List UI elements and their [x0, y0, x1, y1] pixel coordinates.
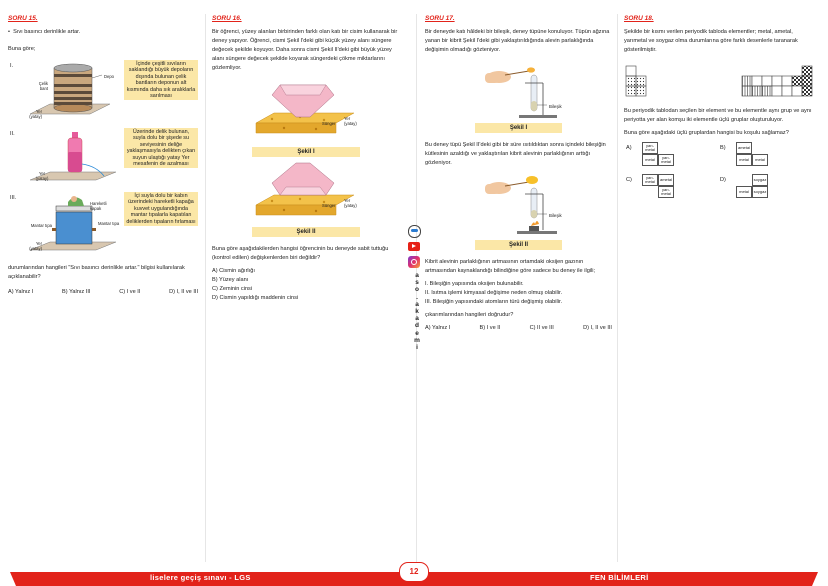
brand-letter: k — [415, 308, 419, 316]
sponge-figure-2 — [250, 161, 360, 219]
label-yer: Yer (yatay) — [344, 198, 357, 208]
item-1 — [8, 60, 198, 126]
option-d[interactable]: D) I, II ve III — [169, 289, 198, 295]
cell-metal: metal — [736, 186, 752, 198]
footer-exam-name: liselere geçiş sınavı - LGS — [150, 573, 251, 582]
figure-2-caption: Şekil II — [475, 240, 562, 250]
option-a[interactable]: A) Cismin ağırlığı — [212, 268, 255, 274]
question-text-3: Kibrit alevinin parlaklığının artmasının ortamdaki oksijen gazının artmasından kaynaklandığı bilindiğine göre sadece bu deney ile ilgili; — [425, 259, 596, 274]
brand-letter: a — [415, 272, 419, 279]
question-text-2: Bu periyodik tablodan seçilen bir element ve bu elementle aynı grup ve aynı periyotta yer alan komşu iki elementle üçlü gruplar oluşturuluyor. — [624, 108, 812, 123]
question-text-1: Şekilde bir kısmı verilen periyodik tabloda elementler; metal, ametal, yarımetal ve soygaz olma durumlarına göre farklı desenlerle taranarak gösterilmiştir. — [624, 29, 798, 53]
brand-letter: s — [415, 279, 419, 287]
brand-letter: i — [416, 344, 418, 352]
brand-letter: a — [415, 300, 419, 308]
brand-logo-icon[interactable] — [408, 225, 421, 238]
item-number: II. — [10, 131, 15, 137]
label-yer: Yer (yatay) — [344, 116, 357, 126]
brand-letter: d — [415, 322, 419, 330]
column-divider — [205, 14, 206, 562]
option-b[interactable]: B) Yüzey alanı — [212, 277, 249, 283]
option-d[interactable]: D) Cismin yapıldığı maddenin cinsi — [212, 295, 299, 301]
item-2-description: Üzerinde delik bulunan, suyla dolu bir şişede su seviyesinin deliğe yaklaşmasıyla delikten çıkan suyun ulaştığı yatay Yer mesafenin de azalması — [124, 128, 198, 168]
question-title: SORU 17. — [425, 15, 455, 22]
question-title: SORU 15. — [8, 15, 38, 22]
cell-metal: metal — [736, 154, 752, 166]
brand-letter: . — [416, 293, 418, 301]
figure-2 — [425, 172, 612, 240]
heated-test-tube-figure — [469, 172, 569, 238]
intro-text: Buna göre; — [8, 46, 36, 52]
cell-yarimetal: yarı-metal — [642, 142, 658, 154]
question-title: SORU 16. — [212, 15, 242, 22]
answer-options — [212, 267, 400, 303]
option-c-letter[interactable]: C) — [626, 177, 632, 183]
statement-2: II. Isıtma işlemi kimyasal değişime neden olmuş olabilir. — [425, 290, 563, 296]
label-bilesik: Bileşik — [549, 213, 562, 218]
figure-1 — [212, 79, 400, 147]
cell-yarimetal: yarı-metal — [642, 174, 658, 186]
question-text-2: Bu deney tüpü Şekil II'deki gibi bir süre ısıtıldıktan sonra içindeki bileşiğin kütlesinin azaldığı ve yaklaştırılan kibrit alevinin parlaklığının arttığı gözleniyor. — [425, 142, 606, 166]
option-a-letter[interactable]: A) — [626, 145, 632, 151]
question-title: SORU 18. — [624, 15, 654, 22]
item-2 — [8, 128, 198, 190]
option-a[interactable]: A) Yalnız I — [8, 289, 34, 295]
statements — [425, 280, 612, 307]
option-b[interactable]: B) I ve II — [479, 325, 501, 331]
question-15 — [8, 14, 198, 297]
question-text: Buna göre aşağıdaki üçlü gruplardan hangisi bu koşulu sağlamaz? — [624, 130, 789, 136]
question-text: Buna göre aşağıdakilerden hangisi öğrencinin bu deneyde sabit tuttuğu (kontrol edilen) değişkenlerden biri değildir? — [212, 246, 389, 261]
page-number: 12 — [399, 562, 429, 582]
cell-metal: metal — [642, 154, 658, 166]
item-number: I. — [10, 63, 14, 69]
cell-ametal: ametal — [736, 142, 752, 154]
instagram-icon[interactable] — [408, 256, 420, 268]
answer-options — [8, 288, 198, 297]
label-bilesik: Bileşik — [549, 104, 562, 109]
figure-2-caption: Şekil II — [252, 227, 360, 237]
label-sunger: Sünger — [322, 121, 336, 126]
cell-yarimetal: yarı-metal — [658, 154, 674, 166]
figure-1-caption: Şekil I — [252, 147, 360, 157]
option-d-letter[interactable]: D) — [720, 177, 726, 183]
sponge-figure-1 — [250, 79, 360, 137]
label-yer: Yer (yatay) — [29, 109, 42, 119]
cell-metal: metal — [752, 154, 768, 166]
statement-1: I. Bileşiğin yapısında oksijen bulunabilir. — [425, 281, 524, 287]
bullet-statement: • Sıvı basıncı derinlikle artar. — [8, 29, 81, 35]
option-d[interactable]: D) I, II ve III — [583, 325, 612, 331]
question-17 — [425, 14, 612, 333]
label-sunger: Sünger — [322, 203, 336, 208]
label-mantar-tipa: Mantar tıpa — [98, 221, 120, 226]
item-1-description: İçinde çeşitli sıvıların saklandığı büyük depoların dışında bulunan çelik bantların deponun alt kısmında daha sık aralıklarla sarılması — [124, 60, 198, 100]
social-icons — [408, 225, 421, 268]
figure-1 — [425, 59, 612, 123]
youtube-icon[interactable] — [408, 242, 420, 251]
option-b-letter[interactable]: B) — [720, 145, 726, 151]
option-c[interactable]: C) II ve III — [529, 325, 554, 331]
cell-soygaz: soygaz — [752, 174, 768, 186]
question-16 — [212, 14, 400, 303]
question-text: durumlarından hangileri "Sıvı basıncı derinlikle artar." bilgisi kullanılarak açıklanabilir? — [8, 265, 185, 280]
cell-soygaz: soygaz — [752, 186, 768, 198]
question-text-1: Bir deneyde katı hâldeki bir bileşik, deney tüpüne konuluyor. Tüpün ağzına yanan bir kibrit Şekil I'deki gibi yaklaştırıldığında alevin parlaklığında değişimin olmadığı gözteniyor. — [425, 29, 610, 53]
label-yer: Yer (yatay) — [35, 171, 49, 181]
label-yer: Yer (yatay) — [29, 241, 42, 251]
label-depo: Depo — [104, 74, 115, 79]
label-celik-bant: Çelik bant — [38, 81, 48, 91]
column-divider — [617, 14, 618, 562]
item-3-description: İçi suyla dolu bir kabın üzerindeki hareketli kapağa kuvvet uygulandığında mantar tıpalarla kapatılan deliklerden tıpaların fırlaması — [124, 192, 198, 226]
question-text: çıkarımlarından hangileri doğrudur? — [425, 312, 514, 318]
periodic-table-figure — [624, 65, 816, 97]
item-number: III. — [10, 195, 17, 201]
option-a[interactable]: A) Yalnız I — [425, 325, 451, 331]
brand-letter: a — [415, 315, 419, 323]
label-mantar-tipa: Mantar tıpa — [30, 223, 52, 228]
test-tube-match-figure — [469, 59, 569, 121]
option-c[interactable]: C) I ve II — [119, 289, 141, 295]
question-intro: Bir öğrenci, yüzey alanları birbirinden farklı olan katı bir cisim kullanarak bir deney yapıyor. Öğrenci, cismi Şekil I'deki gibi küçük yüzey alanı süngere değecek şekilde koyuyor. Daha sonra cismi Şekil II'deki gibi büyük yüzey alanı süngere değecek şekilde koyarak süngerdeki çökme miktarlarını gözlemliyor. — [212, 29, 398, 71]
footer-subject: FEN BİLİMLERİ — [590, 573, 649, 582]
item-3 — [8, 192, 198, 260]
label-hareketli-kapak: Hareketli kapak — [90, 201, 107, 211]
brand-letter: m — [414, 336, 420, 344]
brand-name-vertical — [413, 272, 421, 351]
option-b[interactable]: B) Yalnız III — [62, 289, 91, 295]
question-18 — [624, 14, 816, 212]
answer-options — [425, 324, 612, 333]
answer-options — [624, 142, 816, 212]
figure-2 — [212, 161, 400, 227]
figure-1-caption: Şekil I — [475, 123, 562, 133]
statement-3: III. Bileşiğin yapısındaki atomların türü değişmiş olabilir. — [425, 299, 563, 305]
cell-ametal: ametal — [658, 174, 674, 186]
cell-yarimetal: yarı-metal — [658, 186, 674, 198]
brand-letter: e — [415, 329, 419, 337]
brand-letter: o — [415, 286, 419, 294]
option-c[interactable]: C) Zeminin cinsi — [212, 286, 253, 292]
bullet-text: Sıvı basıncı derinlikle artar. — [13, 29, 81, 35]
